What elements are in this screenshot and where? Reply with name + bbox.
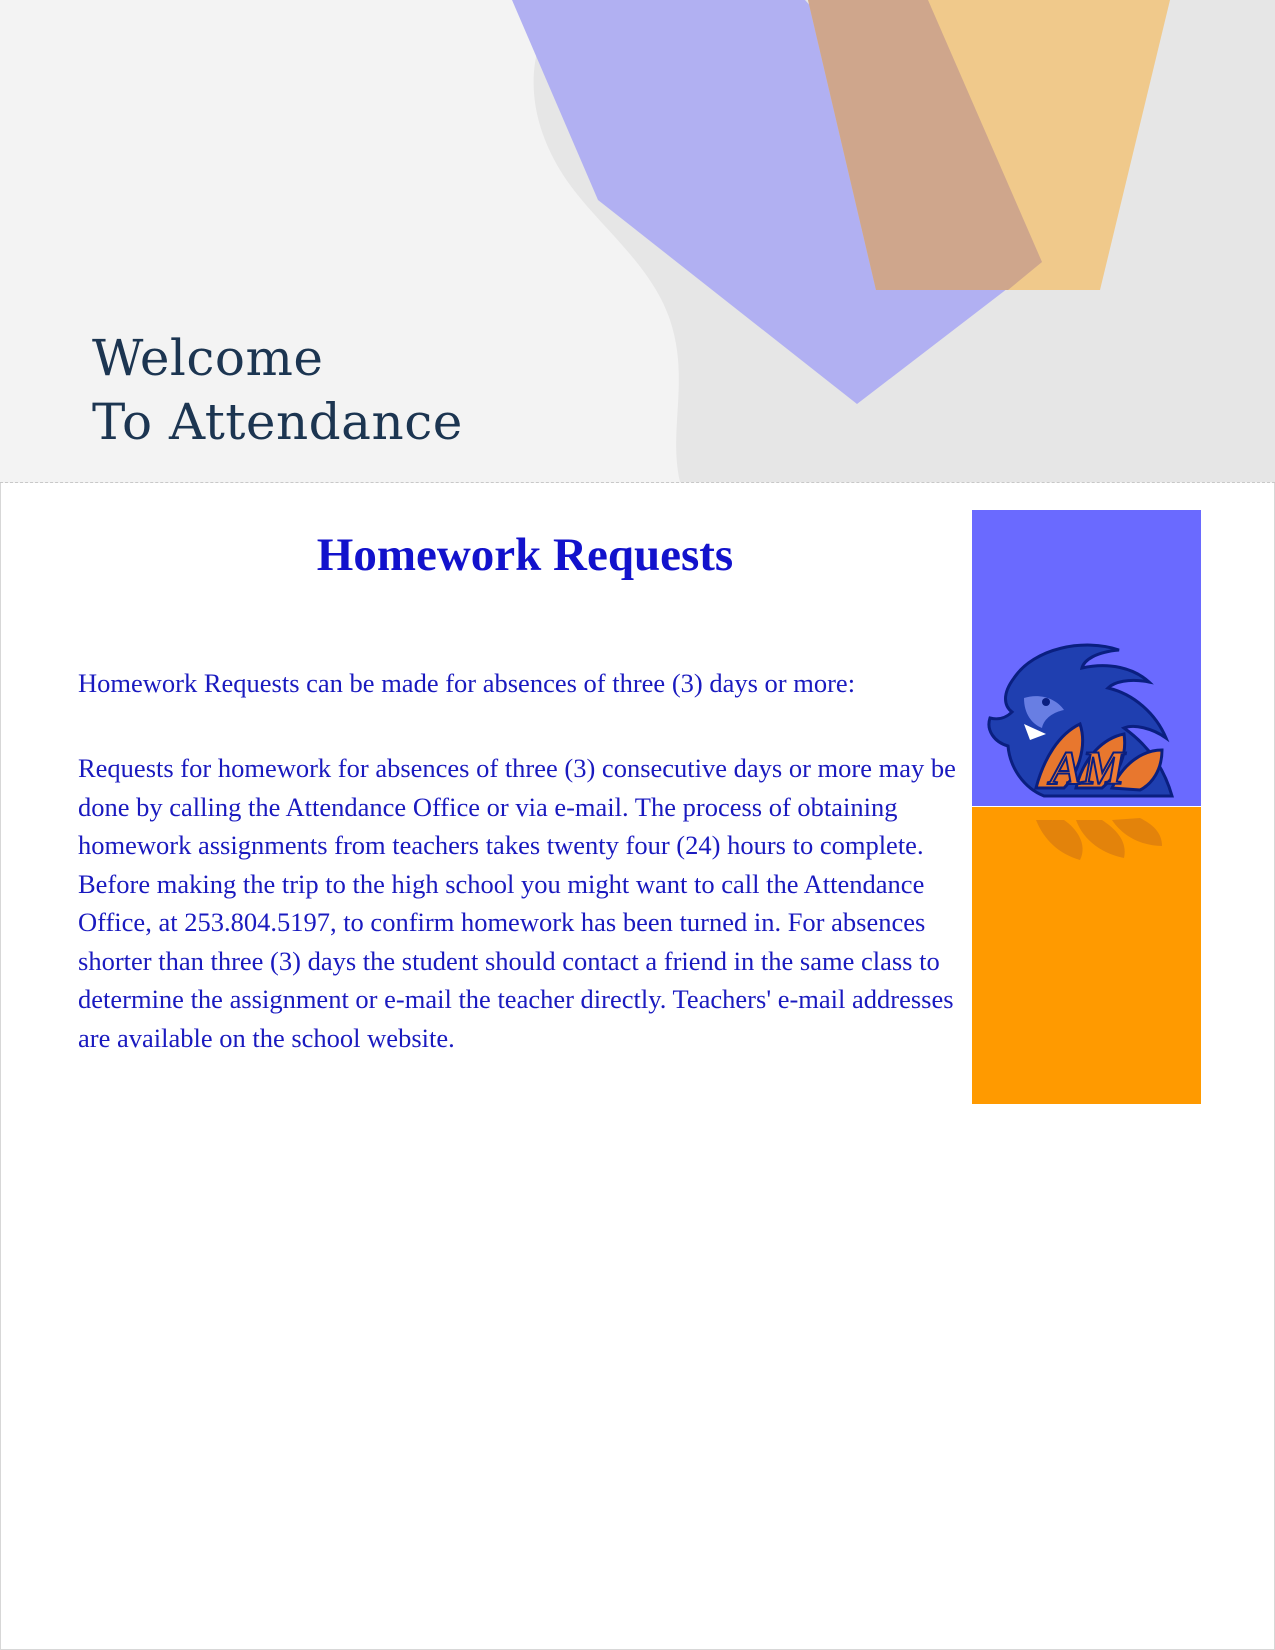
body-paragraph: Requests for homework for absences of three (3) consecutive days or more may be done by calling the Attendance Office or via e-mail. The process of obtaining homework assignments from teachers takes twenty four (24) hours to complete. Before making the trip to the high school you might want to call the Attendance Office, at 253.804.5197, to confirm homework has been turned in. For absences shorter than three (3) days the student should contact a friend in the same class to determine the assignment or e-mail the teacher directly. Teachers' e-mail addresses are available on the school website. <box>78 753 956 1053</box>
banner-title-line-2: To Attendance <box>92 393 463 451</box>
logo-letters: AM <box>1050 742 1125 795</box>
banner-title-line-1: Welcome <box>92 329 324 387</box>
intro-paragraph: Homework Requests can be made for absences of three (3) days or more: <box>78 668 856 698</box>
banner-title <box>92 326 463 454</box>
header-banner <box>0 0 1275 483</box>
lion-logo-reflection-icon <box>984 800 1189 880</box>
document-title: Homework Requests <box>316 529 734 581</box>
lion-logo-icon <box>984 638 1189 808</box>
side-image-panel <box>972 510 1201 1104</box>
